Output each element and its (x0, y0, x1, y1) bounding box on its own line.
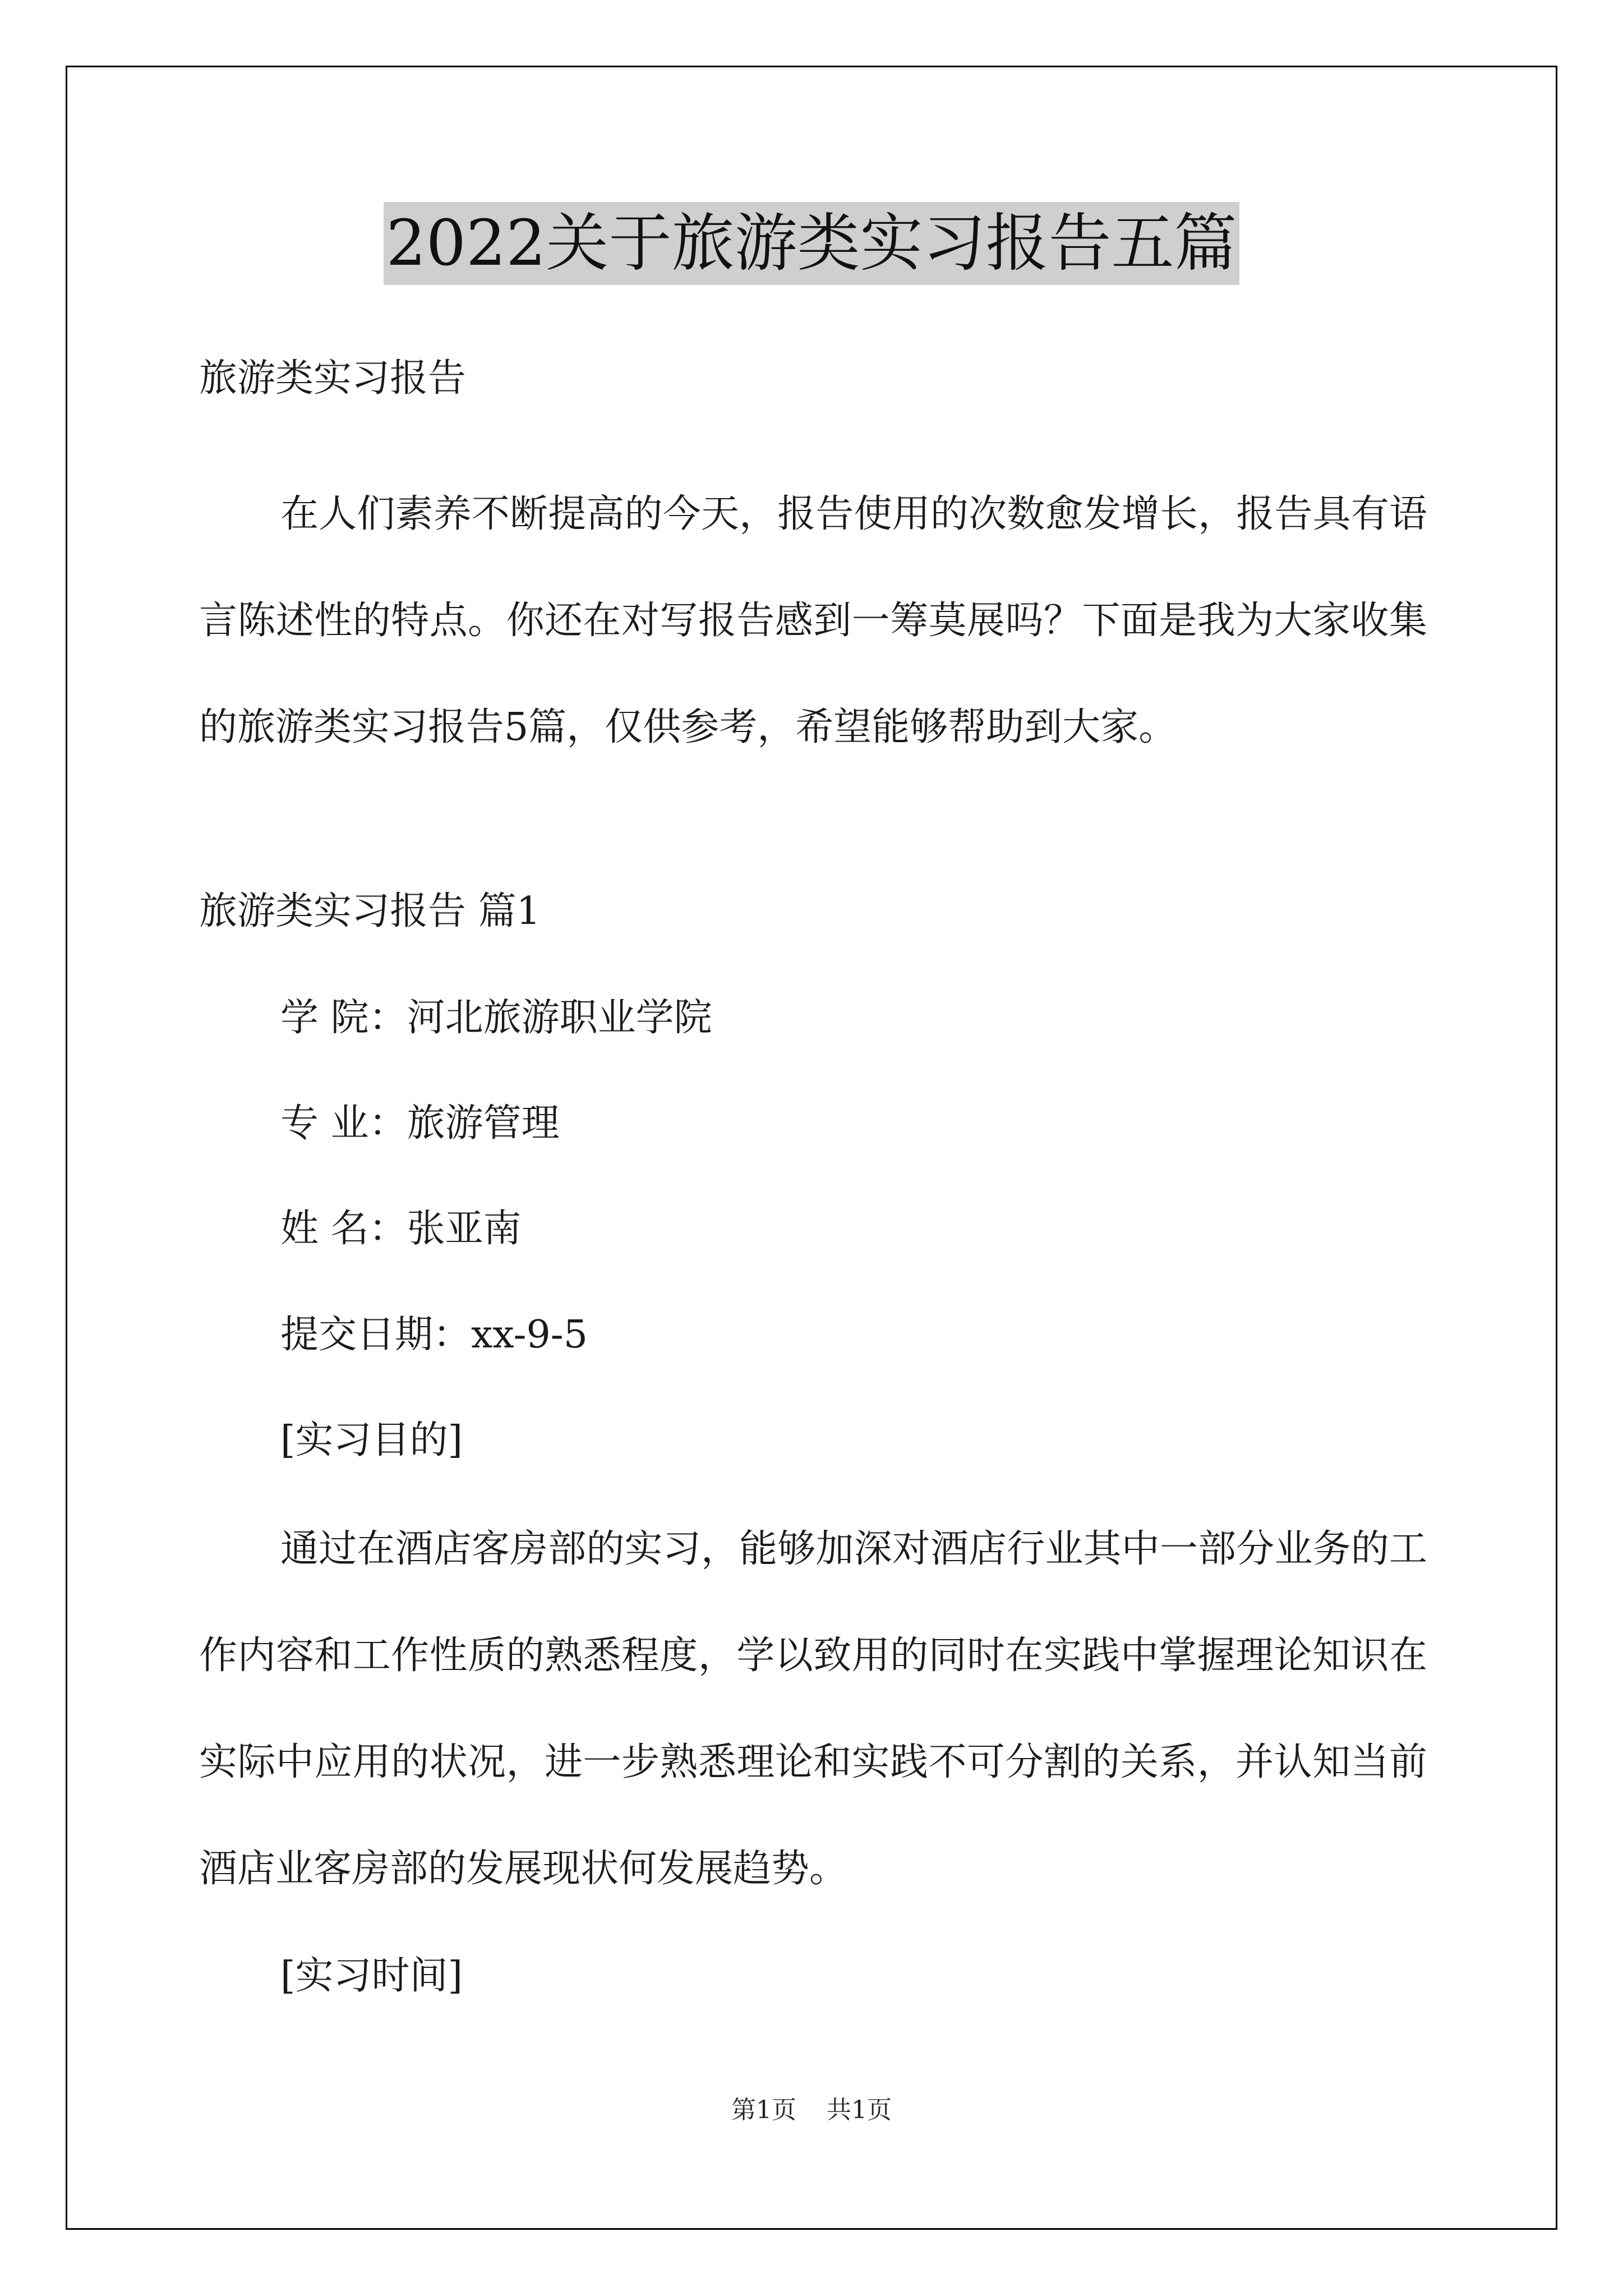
date-field: 提交日期：xx-9-5 (280, 1313, 588, 1357)
title-container (0, 202, 1623, 285)
purpose-paragraph: 通过在酒店客房部的实习，能够加深对酒店行业其中一部分业务的工作内容和工作性质的熟悉程度，学以致用的同时在实践中掌握理论知识在实际中应用的状况，进一步熟悉理论和实践不可分割的关系，并认知当前酒店业客房部的发展现状何发展趋势。 (199, 1527, 1427, 1891)
purpose-heading: [实习目的] (280, 1418, 463, 1462)
major-field: 专 业：旅游管理 (280, 1101, 560, 1145)
section1-heading: 旅游类实习报告 篇1 (199, 889, 541, 933)
time-heading: [实习时间] (280, 1954, 463, 1998)
document-title: 2022关于旅游类实习报告五篇 (384, 202, 1239, 285)
intro-paragraph: 在人们素养不断提高的今天，报告使用的次数愈发增长，报告具有语言陈述性的特点。你还在对写报告感到一筹莫展吗？下面是我为大家收集的旅游类实习报告5篇，仅供参考，希望能够帮助到大家。 (199, 492, 1427, 749)
name-field: 姓 名：张亚南 (280, 1207, 522, 1251)
page-total: 共1页 (827, 2096, 892, 2124)
school-field: 学 院：河北旅游职业学院 (280, 996, 712, 1040)
page-current: 第1页 (731, 2096, 796, 2124)
page-footer (0, 2095, 1623, 2126)
intro-heading: 旅游类实习报告 (199, 356, 467, 401)
